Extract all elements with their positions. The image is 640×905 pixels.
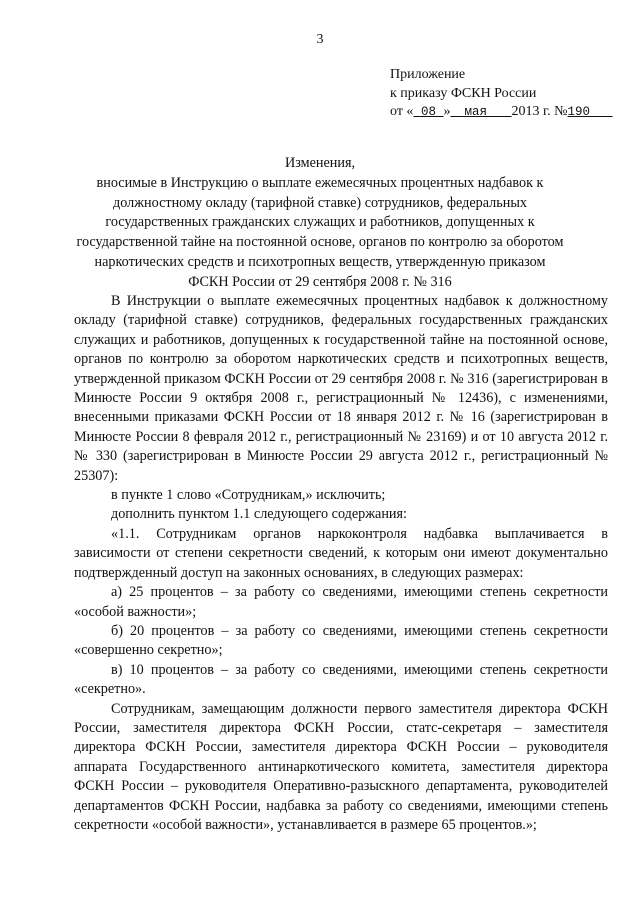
paragraph-subitem-c: в) 10 процентов – за работу со сведениями, имеющими степень секретности «секретно». [74,661,608,698]
page-number: 3 [316,32,324,47]
heading-line: государственных гражданских служащих и работников, допущенных к [105,214,535,231]
paragraph-preamble: В Инструкции о выплате ежемесячных процентных надбавок к должностному окладу (тарифной ставке) сотрудников, федеральных государственных гражданских служащих и работников, допущенных к государственной тайне на постоянной основе, органов по контролю за оборотом наркотических средств и психотропных веществ, утвержденной приказом ФСКН России от 29 сентября 2008 г. № 316 (зарегистрирован в Минюсте России 9 октября 2008 г., регистрационный № 12436), с изменениями, внесенными приказами ФСКН России от 18 января 2012 г. № 16 (зарегистрирован в Минюсте России 8 февраля 2012 г., регистрационный № 23169) и от 10 августа 2012 г. № 330 (зарегистрирован в Минюсте России 29 августа 2012 г., регистрационный № 25307): [74,293,608,484]
date-quote-close: » [443,104,451,119]
paragraph-subitem-b: б) 20 процентов – за работу со сведениями, имеющими степень секретности «совершенно секретно»; [74,622,608,659]
heading-line: ФСКН России от 29 сентября 2008 г. № 316 [188,273,452,290]
heading-line: наркотических средств и психотропных веществ, утвержденную приказом [94,253,546,270]
appendix-block [390,66,620,122]
heading-line: должностному окладу (тарифной ставке) сотрудников, федеральных [113,194,527,211]
document-body [74,292,608,835]
date-month: мая [464,105,487,119]
appendix-order-ref: к приказу ФСКН России [390,85,537,101]
order-number: 190 [567,105,591,119]
date-year: 2013 г. № [511,104,568,119]
date-prefix: от « [390,104,414,119]
heading-line: Изменения, [284,155,356,171]
paragraph-item: дополнить пунктом 1.1 следующего содержания: [111,506,407,523]
document-heading [60,154,580,293]
paragraph-subitem-a: а) 25 процентов – за работу со сведениями, имеющими степень секретности «особой важности»; [74,584,608,620]
date-day: 08 [420,105,436,119]
heading-line: государственной тайне на постоянной основе, органов по контролю за оборотом [76,234,564,251]
paragraph-item: в пункте 1 слово «Сотрудникам,» исключить; [111,487,386,504]
paragraph-clause: «1.1. Сотрудникам органов наркоконтроля надбавка выплачивается в зависимости от степени секретности сведений, к которым они имеют документально подтвержденный доступ на законных основаниях, в следующих размерах: [74,525,608,581]
appendix-title: Приложение [390,67,466,82]
paragraph-officials: Сотрудникам, замещающим должности первого заместителя директора ФСКН России, заместителя директора ФСКН России, статс-секретаря – заместителя директора ФСКН России, заместителя директора ФСКН России – руководителя аппарата Государственного антинаркотического комитета, заместителя директора ФСКН России – руководителя Оперативно-разыскного департамента, руководителей департаментов ФСКН России, надбавка за работу со сведениями, имеющими степень секретности «особой важности», устанавливается в размере 65 процентов.»; [74,700,608,833]
heading-line: вносимые в Инструкцию о выплате ежемесячных процентных надбавок к [96,174,544,191]
appendix-date-number [390,103,620,122]
